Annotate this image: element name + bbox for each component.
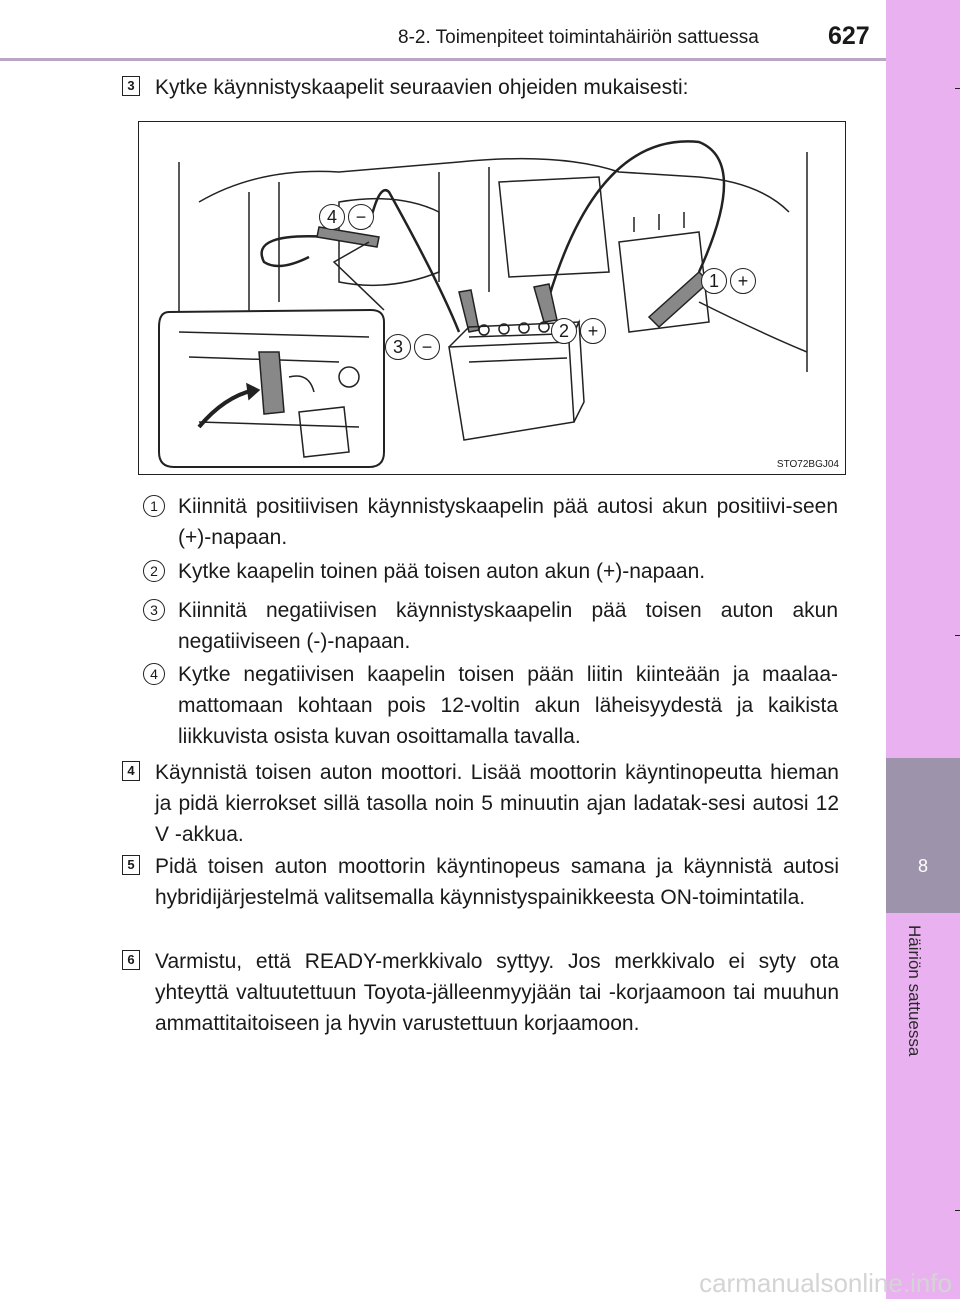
jump-start-illustration (138, 121, 846, 475)
substep-text: Kytke kaapelin toinen pää toisen auton akun (+)-napaan. (178, 560, 706, 583)
callout-3 (385, 334, 440, 360)
substep-number: 2 (143, 560, 165, 582)
callout-number: 3 (385, 334, 411, 360)
watermark: carmanualsonline.info (699, 1268, 952, 1298)
substep-number: 1 (143, 495, 165, 517)
step-text: Kytke käynnistyskaapelit seuraavien ohjeiden mukaisesti: (155, 76, 689, 99)
step-number-box: 5 (122, 855, 140, 875)
header-section-title: 8-2. Toimenpiteet toimintahäiriön sattuessa (398, 27, 759, 48)
callout-sign: − (348, 204, 374, 230)
callout-2 (551, 318, 606, 344)
step-text: Käynnistä toisen auton moottori. Lisää moottorin käyntinopeutta hieman ja pidä kierrokset sillä tasolla noin 5 minuutin ajan ladatak-sesi autosi 12 V -akkua. (155, 761, 839, 846)
step-number-box: 4 (122, 761, 140, 781)
step-text: Varmistu, että READY-merkkivalo syttyy. Jos merkkivalo ei syty ota yhteyttä valtuutettuun Toyota-jälleenmyyjään tai -korjaamoon tai muuhun ammattitaitoiseen ja hyvin varustettuun korjaamoon. (155, 950, 839, 1035)
substep-number: 3 (143, 599, 165, 621)
callout-number: 2 (551, 318, 577, 344)
callout-number: 4 (319, 204, 345, 230)
callout-sign: − (414, 334, 440, 360)
chapter-number-block (886, 758, 960, 913)
substep-text: Kiinnitä negatiivisen käynnistyskaapelin pää toisen auton akun negatiiviseen (-)-napaan. (178, 599, 838, 653)
crop-mark (955, 1210, 960, 1211)
crop-mark (955, 635, 960, 636)
crop-mark (955, 88, 960, 89)
chapter-side-tab (886, 0, 960, 1299)
callout-sign: + (730, 268, 756, 294)
header-rule (0, 58, 886, 61)
page-number: 627 (828, 22, 870, 50)
callout-sign: + (580, 318, 606, 344)
callout-4 (319, 204, 374, 230)
chapter-number: 8 (917, 856, 928, 876)
figure-code: STO72BGJ04 (776, 459, 839, 470)
step-number-box: 3 (122, 76, 140, 96)
callout-number: 1 (701, 268, 727, 294)
substep-number: 4 (143, 663, 165, 685)
callout-1 (701, 268, 756, 294)
step-number-box: 6 (122, 950, 140, 970)
substep-text: Kytke negatiivisen kaapelin toisen pään liitin kiinteään ja maalaa-mattomaan kohtaan pois 12-voltin akun läheisyydestä ja kaikista liikkuvista osista kuvan osoittamalla tavalla. (178, 663, 838, 748)
chapter-title: Häiriön sattuessa (905, 925, 924, 1057)
engine-bay-drawing (139, 122, 845, 474)
substep-text: Kiinnitä positiivisen käynnistyskaapelin pää autosi akun positiivi-seen (+)-napaan. (178, 495, 838, 549)
step-text: Pidä toisen auton moottorin käyntinopeus samana ja käynnistä autosi hybridijärjestelmä valitsemalla käynnistyspainikkeesta ON-toimintatila. (155, 855, 839, 909)
